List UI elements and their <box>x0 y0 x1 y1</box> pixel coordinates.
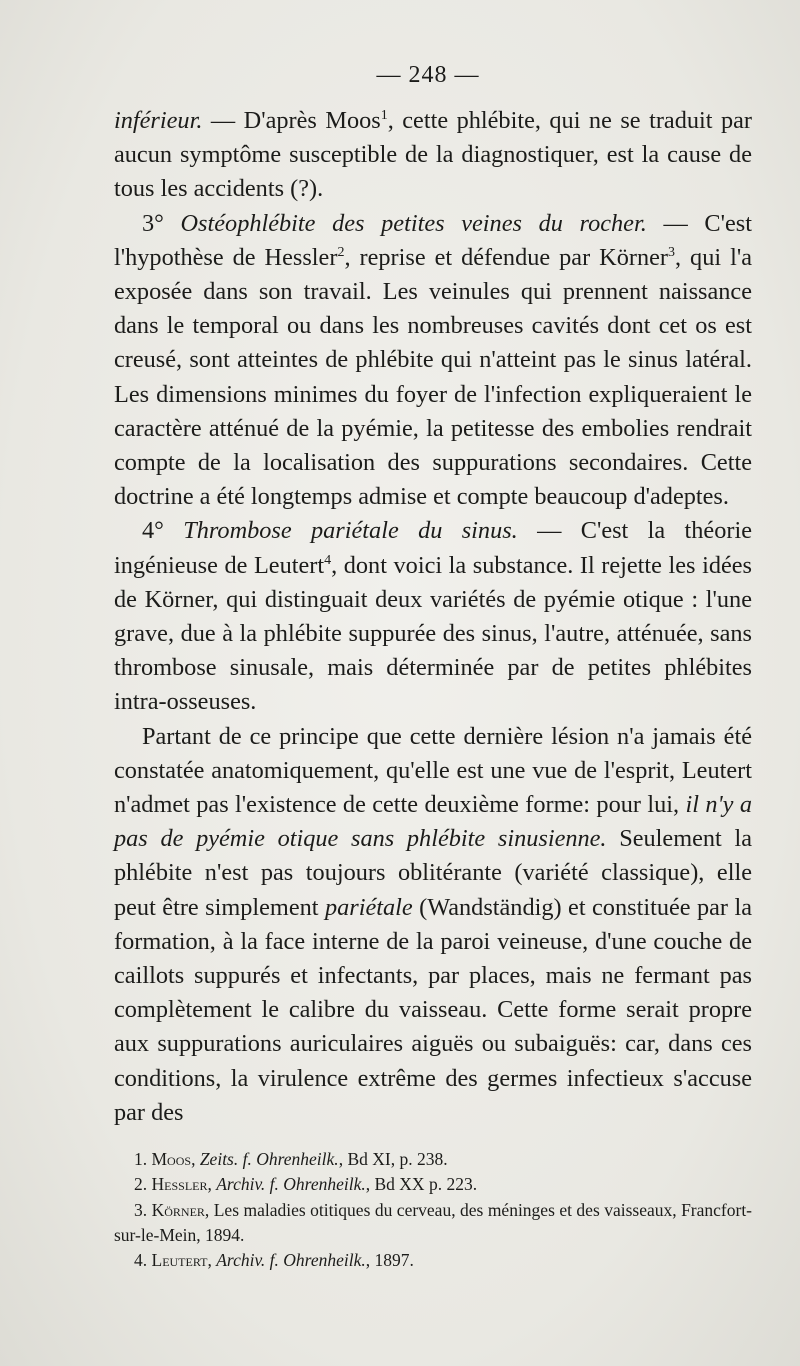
text-run: , <box>207 1174 217 1195</box>
footnote <box>114 1198 752 1249</box>
text-run: , 1897. <box>365 1250 414 1271</box>
text-run: Partant de ce principe que cette dernière lésion n'a jamais été constatée anatomiquement, qu'elle est une vue de l'esprit, Leutert n'admet pas l'existence de cette deuxième forme: pour lui, <box>114 722 752 819</box>
author-name: Hessler <box>151 1174 208 1195</box>
text-run: 1. <box>134 1149 152 1169</box>
text-run: , qui l'a exposée dans son travail. Les veinules qui prennent naissance dans le temporal ou dans les nombreuses cavités dont cet os est creusé, sont atteintes de phlébite qui n'atteint pas le sinus latéral. Les dimensions minimes du foyer de l'infection expliqueraient le caractère atténué de la pyémie, la petitesse des embolies rendrait compte de la localisation des suppurations secondaires. Cette doctrine a été longtemps admise et compte beaucoup d'adeptes. <box>114 243 753 511</box>
footnote-ref: 2 <box>337 244 345 260</box>
text-run: , cette phlébite, qui ne se traduit par aucun symptôme susceptible de la diagnostiquer, est la cause de tous les accidents (?). <box>114 107 752 203</box>
footnote-ref: 4 <box>324 552 332 568</box>
body-text <box>114 104 752 1130</box>
footnote-ref: 3 <box>667 244 675 260</box>
text-run: 3° <box>142 209 181 237</box>
italic-text: pariétale <box>324 893 413 921</box>
italic-text: Ostéophlébite des petites veines du rocher. <box>180 209 647 237</box>
text-run: , dont voici la substance. Il rejette les idées de Körner, qui distinguait deux variétés de pyémie otique : l'une grave, due à la phlébite suppurée des sinus, l'autre, atténuée, sans thrombose sinusale, mais déterminée par de petites phlébites intra-osseuses. <box>114 551 752 716</box>
text-run: (Wandständig) et constituée par la formation, à la face interne de la paroi veineuse, d'une couche de caillots suppurés et infectants, par places, mais ne fermant pas complètement le calibre du vaisseau. Cette forme serait propre aux suppurations auriculaires aiguës ou subaiguës: car, dans ces conditions, la virulence extrême des germes infectieux s'accuse par des <box>114 893 752 1126</box>
author-name: Leutert <box>151 1250 208 1271</box>
text-run: , <box>207 1250 217 1271</box>
italic-text: Archiv. f. Ohrenheilk. <box>216 1250 366 1271</box>
paragraph <box>114 720 752 1130</box>
footnote <box>114 1172 752 1197</box>
paragraph <box>114 104 752 207</box>
text-run: — D'après Moos <box>202 107 381 134</box>
footnote <box>114 1248 752 1273</box>
text-run: — C'est l'hypothèse de Hessler <box>114 209 752 271</box>
text-run: , <box>191 1149 200 1169</box>
author-name: Moos <box>151 1149 192 1169</box>
text-run: Seulement la phlébite n'est pas toujours oblitérante (variété classique), elle peut être simplement <box>114 825 753 921</box>
italic-text: Archiv. f. Ohrenheilk. <box>216 1174 366 1195</box>
page-number: — 248 — <box>376 62 480 88</box>
text-run: — C'est la théorie ingénieuse de Leutert <box>114 517 752 579</box>
paragraph <box>114 514 752 719</box>
italic-text: Thrombose pariétale du sinus. <box>183 517 518 545</box>
text-run: 3. <box>134 1199 152 1220</box>
footnotes <box>114 1147 752 1273</box>
italic-text: inférieur. <box>114 107 203 134</box>
text-run: , Bd XX p. 223. <box>365 1174 478 1195</box>
italic-text: Zeits. f. Ohrenheilk. <box>199 1149 339 1169</box>
footnote <box>114 1147 752 1172</box>
text-run: , Bd XI, p. 238. <box>338 1149 448 1169</box>
footnote-ref: 1 <box>380 108 388 123</box>
text-run: 4. <box>134 1250 152 1271</box>
text-run: , reprise et défendue par Körner <box>344 243 668 271</box>
text-run: 4° <box>142 517 184 545</box>
italic-text: il n'y a pas de pyémie otique sans phlébite sinusienne. <box>114 791 752 853</box>
text-run: 2. <box>134 1174 152 1195</box>
paragraph <box>114 207 752 515</box>
text-run: , Les maladies otitiques du cerveau, des méninges et des vaisseaux, Francfort-sur-le-Mein, 1894. <box>114 1199 753 1245</box>
author-name: Körner <box>151 1199 205 1220</box>
